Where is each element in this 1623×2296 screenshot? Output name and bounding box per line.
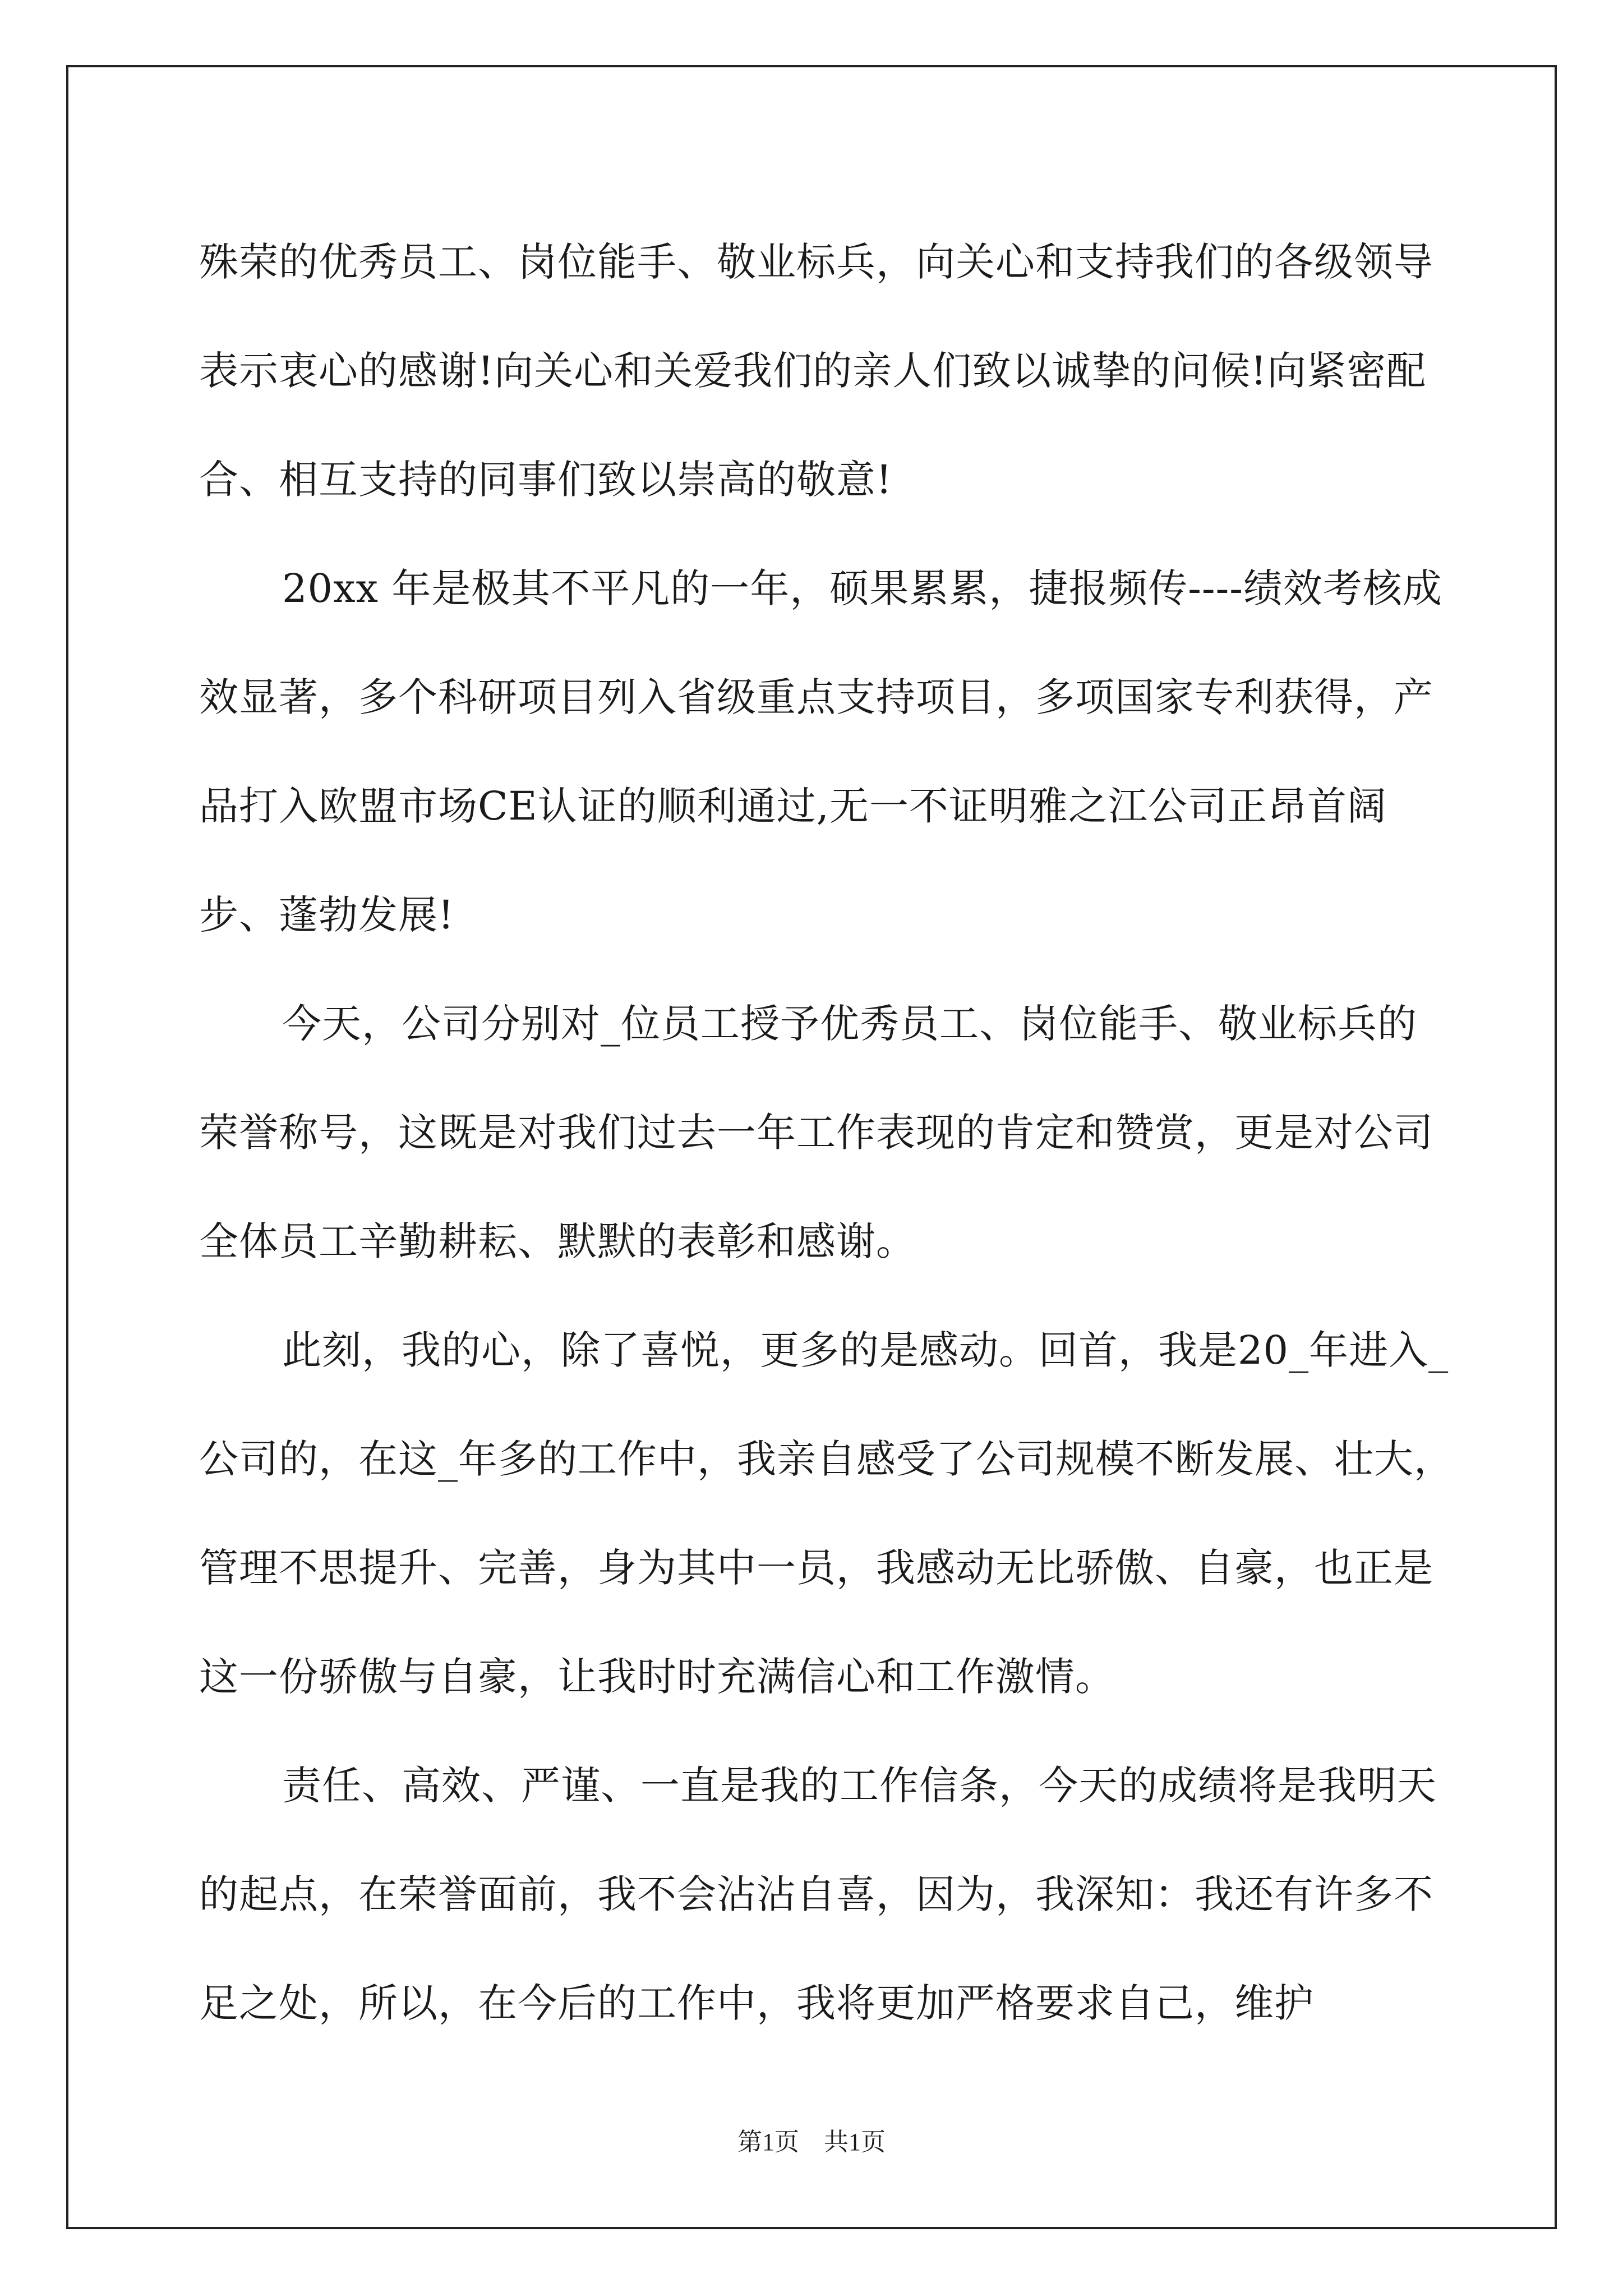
paragraph-1: 殊荣的优秀员工、岗位能手、敬业标兵，向关心和支持我们的各级领导表示衷心的感谢!向关心和关爱我们的亲人们致以诚挚的问候!向紧密配合、相互支持的同事们致以崇高的敬意! xyxy=(199,239,1433,503)
paragraph-3: 今天，公司分别对_位员工授予优秀员工、岗位能手、敬业标兵的荣誉称号，这既是对我们过去一年工作表现的肯定和赞赏，更是对公司全体员工辛勤耕耘、默默的表彰和感谢。 xyxy=(199,1001,1433,1264)
document-body xyxy=(199,208,1455,2058)
paragraph-2: 20xx 年是极其不平凡的一年，硕果累累，捷报频传----绩效考核成效显著，多个科研项目列入省级重点支持项目，多项国家专利获得，产品打入欧盟市场CE认证的顺利通过,无一不证明雅之江公司正昂首阔步、蓬勃发展! xyxy=(199,565,1442,938)
paragraph-5: 责任、高效、严谨、一直是我的工作信条，今天的成绩将是我明天的起点，在荣誉面前，我不会沾沾自喜，因为，我深知：我还有许多不足之处，所以，在今后的工作中，我将更加严格要求自己，维护 xyxy=(199,1763,1437,2026)
paragraph-4: 此刻，我的心，除了喜悦，更多的是感动。回首，我是20_年进入_公司的，在这_年多的工作中，我亲自感受了公司规模不断发展、壮大，管理不思提升、完善，身为其中一员，我感动无比骄傲、自豪，也正是这一份骄傲与自豪，让我时时充满信心和工作激情。 xyxy=(199,1327,1454,1700)
page-footer: 第1页 共1页 xyxy=(737,2128,886,2156)
